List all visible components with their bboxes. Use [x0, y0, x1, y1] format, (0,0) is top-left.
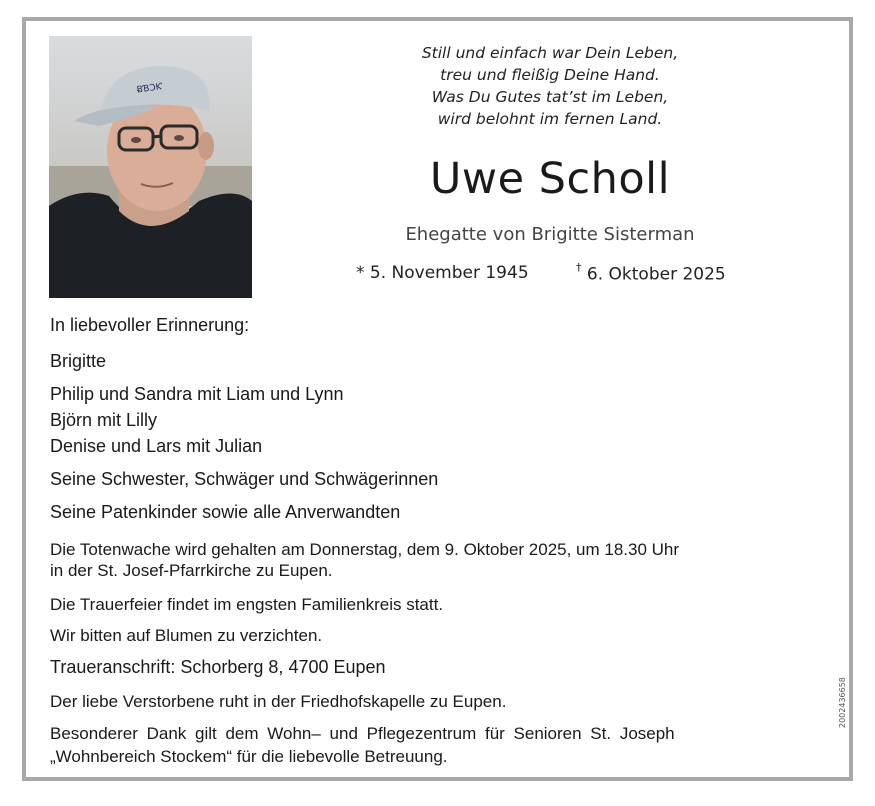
poem	[330, 42, 770, 130]
poem-line: treu und fleißig Deine Hand.	[440, 66, 660, 84]
poem-line: wird belohnt im fernen Land.	[437, 110, 663, 128]
family-line: Denise und Lars mit Julian	[50, 436, 263, 456]
family-line: Philip und Sandra mit Liam und Lynn	[50, 384, 344, 404]
death-date: 6. Oktober 2025	[586, 264, 726, 285]
poem-line: Was Du Gutes tat’st im Leben,	[431, 88, 669, 106]
svg-text:ɃƁƆƘ: ɃƁƆƘ	[136, 82, 164, 96]
family-line: Seine Schwester, Schwäger und Schwägerinnen	[50, 469, 439, 489]
thanks-line: Besonderer Dank gilt dem Wohn– und Pflegezentrum für Senioren St. Joseph	[50, 724, 675, 743]
portrait-photo	[49, 36, 252, 298]
thanks-line: „Wohnbereich Stockem“ für die liebevolle Betreuung.	[50, 747, 448, 766]
deceased-name: Uwe Scholl	[429, 154, 671, 204]
address-line: Traueranschrift: Schorberg 8, 4700 Eupen	[50, 657, 386, 677]
flowers-line: Wir bitten auf Blumen zu verzichten.	[50, 626, 323, 645]
wake-line: Die Totenwache wird gehalten am Donnerstag, dem 9. Oktober 2025, um 18.30 Uhr	[50, 540, 680, 559]
reference-code: 2002436658	[838, 677, 847, 728]
family-line: Brigitte	[50, 351, 107, 371]
family-line: Seine Patenkinder sowie alle Anverwandten	[50, 502, 401, 522]
service-line: Die Trauerfeier findet im engsten Familienkreis statt.	[50, 595, 444, 614]
cross-symbol: †	[576, 261, 582, 274]
spouse-line: Ehegatte von Brigitte Sisterman	[405, 224, 695, 245]
chapel-line: Der liebe Verstorbene ruht in der Friedhofskapelle zu Eupen.	[50, 692, 507, 711]
poem-line: Still und einfach war Dein Leben,	[421, 44, 679, 62]
death-date-wrapper	[576, 263, 726, 285]
birth-date: * 5. November 1945	[356, 263, 529, 283]
family-line: Björn mit Lilly	[50, 410, 158, 430]
intro-line: In liebevoller Erinnerung:	[50, 315, 250, 335]
wake-line: in der St. Josef-Pfarrkirche zu Eupen.	[50, 561, 333, 580]
